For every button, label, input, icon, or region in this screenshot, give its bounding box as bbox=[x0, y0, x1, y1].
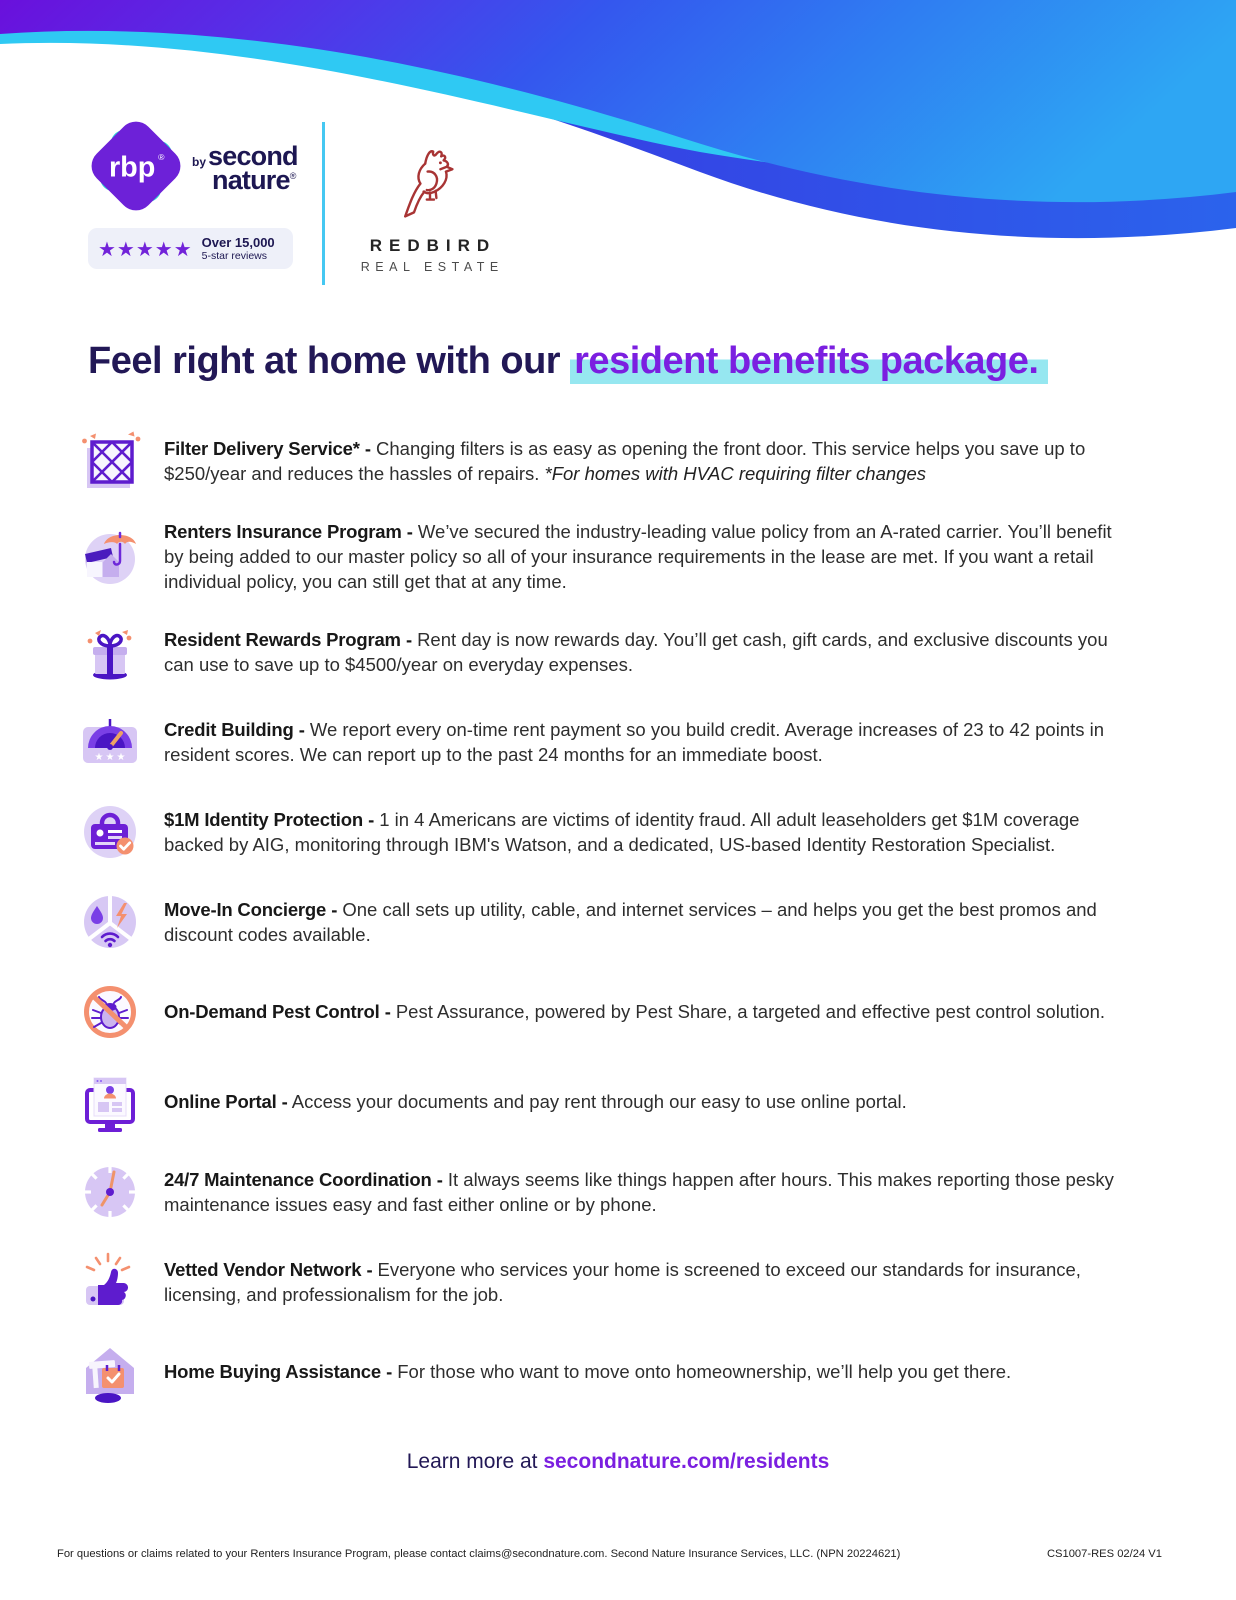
second-nature-wordmark: by second nature® bbox=[192, 141, 298, 195]
redbird-name: REDBIRD bbox=[369, 236, 497, 255]
page-title bbox=[88, 339, 1148, 385]
benefit-description: We’ve secured the industry-leading value policy from an A-rated carrier. You’ll benefit by being added to our master policy so all of your insurance requirements in the lease are met. If you want a retail individual policy, you can still get that at any time. bbox=[164, 520, 1112, 592]
rbp-badge-text: rbp bbox=[108, 151, 156, 184]
benefit-resident-rewards: Resident Rewards Program - Rent day is now rewards day. You’ll get cash, gift cards, and exclusive discounts you can use to save up to $4500/year on everyday expenses. bbox=[78, 620, 1136, 684]
benefit-title: 24/7 Maintenance Coordination bbox=[164, 1168, 432, 1190]
benefit-description: 1 in 4 Americans are victims of identity fraud. All adult leaseholders get $1M coverage backed by AIG, monitoring through IBM's Watson, and a dedicated, US-based Identity Restoration Specialist. bbox=[164, 808, 1080, 855]
brand-nature: nature bbox=[212, 165, 290, 195]
utilities-icon bbox=[78, 890, 142, 954]
benefit-note: *For homes with HVAC requiring filter changes bbox=[544, 462, 926, 484]
logo-divider bbox=[322, 122, 325, 285]
learn-more-link[interactable]: secondnature.com/residents bbox=[543, 1449, 830, 1473]
learn-more-line bbox=[0, 1450, 1236, 1474]
title-prefix: Feel right at home with our bbox=[88, 340, 561, 382]
filter-icon bbox=[78, 429, 142, 493]
benefit-title: $1M Identity Protection bbox=[164, 808, 363, 830]
pest-control-icon bbox=[78, 980, 142, 1044]
benefit-description: It always seems like things happen after hours. This makes reporting those pesky maintenance issues easy and fast either online or by phone. bbox=[164, 1168, 1114, 1215]
benefit-title: Home Buying Assistance bbox=[164, 1361, 381, 1383]
benefit-filter-delivery: Filter Delivery Service* - Changing filters is as easy as opening the front door. This service helps you save up to $250/year and reduces the hassles of repairs. *For homes with HVAC requiring filter changes bbox=[78, 429, 1136, 493]
credit-gauge-icon bbox=[78, 710, 142, 774]
five-stars-icon: ★★★★★ bbox=[98, 236, 193, 261]
benefit-description: Access your documents and pay rent through our easy to use online portal. bbox=[291, 1091, 907, 1113]
benefit-description: We report every on-time rent payment so you build credit. Average increases of 23 to 42 points in resident scores. We can report up to the past 24 months for an immediate boost. bbox=[164, 718, 1105, 765]
benefit-renters-insurance: Renters Insurance Program - We’ve secured the industry-leading value policy from an A-rated carrier. You’ll benefit by being added to our master policy so all of your insurance requirements in the lease are met. If you want a retail individual policy, you can still get that at any time. bbox=[78, 519, 1136, 594]
benefit-pest-control: On-Demand Pest Control - Pest Assurance, powered by Pest Share, a targeted and effective pest control solution. bbox=[78, 980, 1136, 1044]
monitor-icon bbox=[78, 1070, 142, 1134]
clock-icon bbox=[78, 1160, 142, 1224]
benefit-vendor-network: Vetted Vendor Network - Everyone who services your home is screened to exceed our standards for insurance, licensing, and professionalism for the job. bbox=[78, 1250, 1136, 1314]
benefit-online-portal: Online Portal - Access your documents and pay rent through our easy to use online portal. bbox=[78, 1070, 1136, 1134]
cardinal-bird-icon bbox=[389, 142, 471, 230]
legal-text: For questions or claims related to your Renters Insurance Program, please contact claims@secondnature.com. Second Nature Insurance Services, LLC. (NPN 20224621) bbox=[57, 1548, 901, 1560]
review-label: 5-star reviews bbox=[201, 250, 268, 262]
title-highlight: resident benefits package. bbox=[570, 340, 1048, 384]
brand-second: second bbox=[208, 141, 298, 172]
benefit-credit-building: ★ ★ ★ Credit Building - We report every on-time rent payment so you build credit. Average increases of 23 to 42 points in resident scores. We can report up to the past 24 months for an immediate boost. bbox=[78, 710, 1136, 774]
benefit-title: Vetted Vendor Network bbox=[164, 1258, 362, 1280]
benefit-description: Rent day is now rewards day. You’ll get cash, gift cards, and exclusive discounts you can use to save up to $4500/year on everyday expenses. bbox=[164, 628, 1108, 675]
rbp-badge-icon bbox=[88, 116, 184, 216]
svg-text:★: ★ bbox=[105, 751, 115, 763]
benefits-list bbox=[78, 429, 1136, 1404]
redbird-logo-block bbox=[347, 142, 513, 274]
by-label: by bbox=[192, 155, 207, 170]
umbrella-icon bbox=[78, 524, 142, 588]
redbird-tagline: REAL ESTATE bbox=[360, 260, 504, 274]
rbp-logo-block bbox=[88, 116, 304, 269]
benefit-title: Credit Building bbox=[164, 718, 294, 740]
reviews-badge bbox=[88, 228, 293, 269]
gift-icon bbox=[78, 620, 142, 684]
svg-text:★: ★ bbox=[94, 751, 104, 763]
benefit-description: One call sets up utility, cable, and internet services – and helps you get the best promos and discount codes available. bbox=[164, 898, 1097, 945]
benefit-description: For those who want to move onto homeownership, we’ll help you get there. bbox=[397, 1361, 1012, 1383]
benefit-home-buying: Home Buying Assistance - For those who want to move onto homeownership, we’ll help you get there. bbox=[78, 1340, 1136, 1404]
benefit-title: Move-In Concierge bbox=[164, 898, 327, 920]
benefit-identity-protection: $1M Identity Protection - 1 in 4 Americans are victims of identity fraud. All adult leaseholders get $1M coverage backed by AIG, monitoring through IBM's Watson, and a dedicated, US-based Identity Restoration Specialist. bbox=[78, 800, 1136, 864]
learn-more-prefix: Learn more at bbox=[406, 1449, 538, 1473]
logo-row bbox=[88, 116, 1236, 285]
benefit-title: Online Portal bbox=[164, 1091, 277, 1113]
benefit-title: On-Demand Pest Control bbox=[164, 1001, 380, 1023]
benefit-maintenance: 24/7 Maintenance Coordination - It always seems like things happen after hours. This makes reporting those pesky maintenance issues easy and fast either online or by phone. bbox=[78, 1160, 1136, 1224]
benefit-title: Renters Insurance Program bbox=[164, 520, 402, 542]
svg-text:®: ® bbox=[158, 152, 165, 163]
benefit-description: Changing filters is as easy as opening the front door. This service helps you save up to $250/year and reduces the hassles of repairs. bbox=[164, 437, 1086, 484]
benefit-title: Filter Delivery Service* bbox=[164, 437, 360, 459]
benefit-description: Pest Assurance, powered by Pest Share, a targeted and effective pest control solution. bbox=[395, 1001, 1106, 1023]
legal-footer bbox=[57, 1548, 1162, 1560]
benefit-description: Everyone who services your home is screened to exceed our standards for insurance, licensing, and professionalism for the job. bbox=[164, 1258, 1081, 1305]
id-card-icon bbox=[78, 800, 142, 864]
house-icon bbox=[78, 1340, 142, 1404]
benefit-title: Resident Rewards Program bbox=[164, 628, 401, 650]
svg-text:★: ★ bbox=[116, 751, 126, 763]
benefit-move-in-concierge: Move-In Concierge - One call sets up utility, cable, and internet services – and helps you get the best promos and discount codes available. bbox=[78, 890, 1136, 954]
thumbs-up-icon bbox=[78, 1250, 142, 1314]
review-count: Over 15,000 bbox=[201, 235, 275, 250]
document-code: CS1007-RES 02/24 V1 bbox=[1046, 1548, 1162, 1560]
